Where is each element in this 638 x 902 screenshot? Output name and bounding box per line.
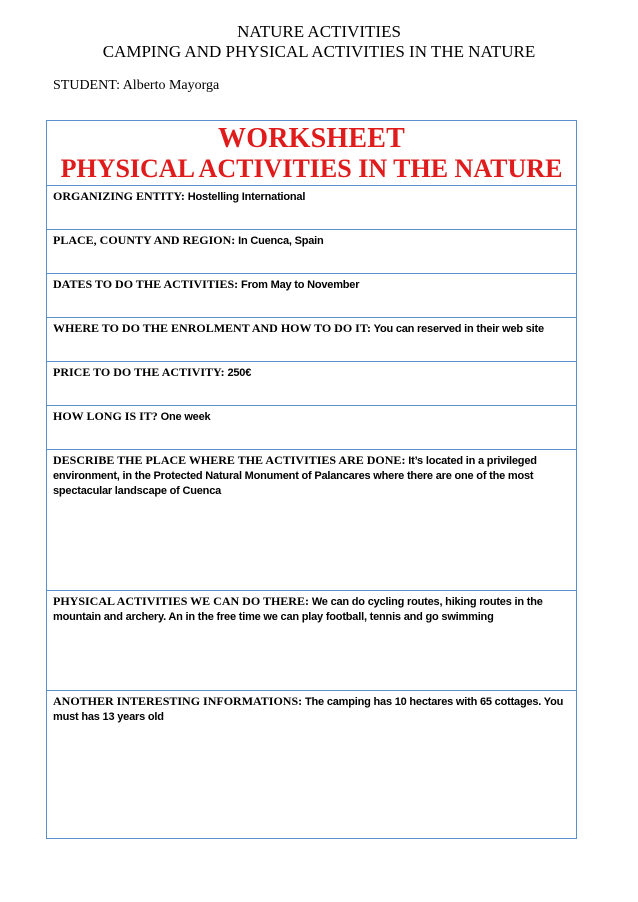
row-value: You can reserved in their web site [370,323,544,335]
worksheet-box [46,120,577,839]
row-label: PHYSICAL ACTIVITIES WE CAN DO THERE: [53,594,309,608]
row-label: PRICE TO DO THE ACTIVITY: [53,365,225,379]
worksheet-title [47,121,576,185]
row-label: ANOTHER INTERESTING INFORMATIONS: [53,694,303,708]
row-label: DATES TO DO THE ACTIVITIES: [53,277,239,291]
row-organizing-entity [47,185,576,229]
document-heading: NATURE ACTIVITIES [237,22,401,41]
row-dates [47,273,576,317]
row-physical-activities [47,590,576,690]
worksheet-title-line2: PHYSICAL ACTIVITIES IN THE NATURE [60,154,563,183]
row-label: PLACE, COUNTY AND REGION: [53,233,236,247]
row-place-description [47,449,576,590]
row-label: WHERE TO DO THE ENROLMENT AND HOW TO DO IT: [53,321,371,335]
row-price [47,361,576,405]
row-value: We can do cycling routes, hiking routes in the mountain and archery. An in the free time we can play football, tennis and go swimming [53,596,543,623]
row-value: It’s located in a privileged environment, in the Protected Natural Monument of Palancares where there are one of the most spectacular landscape of Cuenca [53,455,537,497]
row-place [47,229,576,273]
row-value: One week [157,411,211,423]
row-label: DESCRIBE THE PLACE WHERE THE ACTIVITIES ARE DONE: [53,453,406,467]
row-label: ORGANIZING ENTITY: [53,189,185,203]
row-value: In Cuenca, Spain [235,235,324,247]
worksheet-title-line1: WORKSHEET [218,123,405,154]
row-other-information [47,690,576,838]
row-value: From May to November [238,279,360,291]
row-duration [47,405,576,449]
row-enrolment [47,317,576,361]
row-value: 250€ [224,367,252,379]
student-name: STUDENT: Alberto Mayorga [53,78,220,93]
row-label: HOW LONG IS IT? [53,409,158,423]
row-value: Hostelling International [184,191,306,203]
document-subheading: CAMPING AND PHYSICAL ACTIVITIES IN THE NATURE [102,42,536,61]
row-value: The camping has 10 hectares with 65 cottages. You must has 13 years old [53,696,564,723]
